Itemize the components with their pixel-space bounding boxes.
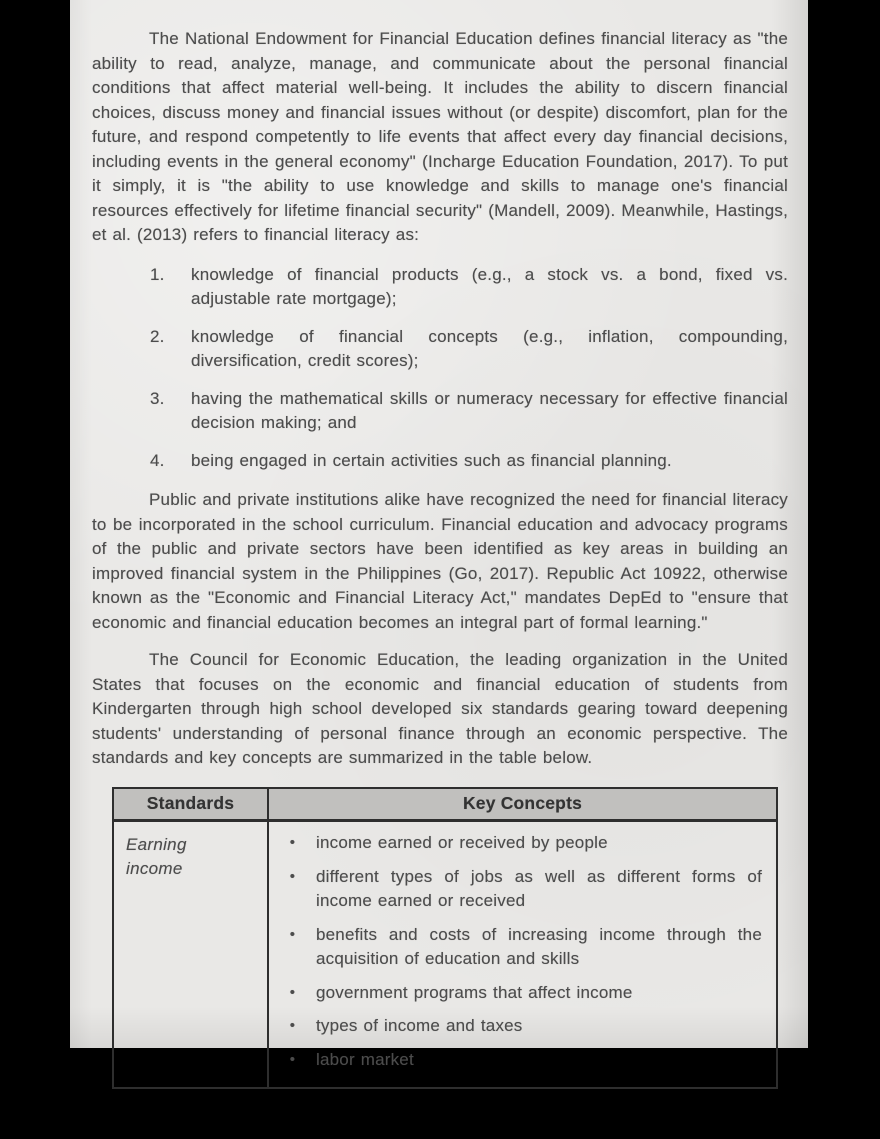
bullet-icon: • <box>289 834 296 851</box>
key-concept-item <box>269 1048 762 1073</box>
list-item <box>150 387 788 436</box>
bullet-icon: • <box>289 983 296 1001</box>
standards-key-concepts-table <box>112 787 778 1090</box>
list-item-text: being engaged in certain activities such as financial planning. <box>191 450 672 470</box>
key-concept-text: types of income and taxes <box>316 1016 523 1035</box>
paragraph-institutions: Public and private institutions alike have recognized the need for financial literacy to be incorporated in the school curriculum. Financial education and advocacy programs of the public and private sectors have been identified as key areas in building an improved financial system in the Philippines (Go, 2017). Republic Act 10922, otherwise known as the "Economic and Financial Literacy Act," mandates DepEd to "ensure that economic and financial education becomes an integral part of formal learning." <box>92 490 788 632</box>
table-row <box>113 821 777 1089</box>
bullet-icon: • <box>289 867 296 885</box>
key-concept-text: government programs that affect income <box>316 982 633 1002</box>
key-concept-item <box>269 1014 762 1039</box>
list-item <box>150 263 788 312</box>
numbered-list-financial-literacy <box>150 263 788 474</box>
standard-label: Earning income <box>126 835 187 878</box>
bullet-icon: • <box>289 1017 296 1034</box>
table-header-key-concepts: Key Concepts <box>268 788 777 821</box>
key-concept-item <box>269 981 762 1006</box>
list-item-number: 2. <box>150 326 165 346</box>
table-header-standards: Standards <box>113 788 268 821</box>
key-concept-text: different types of jobs as well as different forms of income earned or received <box>316 866 762 910</box>
bullet-icon: • <box>289 925 296 943</box>
document-page <box>70 0 808 1069</box>
list-item-number: 3. <box>150 388 165 408</box>
key-concepts-cell <box>268 821 777 1089</box>
table-header-row <box>113 788 777 821</box>
list-item-number: 4. <box>150 450 165 470</box>
key-concept-text: labor market <box>316 1049 414 1069</box>
list-item-text: knowledge of financial products (e.g., a stock vs. a bond, fixed vs. adjustable rate mortgage); <box>191 264 788 308</box>
list-item-text: knowledge of financial concepts (e.g., inflation, compounding, diversification, credit scores); <box>191 326 788 370</box>
bullet-icon: • <box>289 1050 296 1068</box>
key-concept-item <box>269 923 762 972</box>
list-item-text: having the mathematical skills or numeracy necessary for effective financial decision making; and <box>191 388 788 432</box>
list-item-number: 1. <box>150 264 165 284</box>
standard-cell <box>113 821 268 1089</box>
key-concept-text: benefits and costs of increasing income through the acquisition of education and skills <box>316 924 762 968</box>
list-item <box>150 449 788 474</box>
paragraph-council-economic-education: The Council for Economic Education, the leading organization in the United States that focuses on the economic and financial education of students from Kindergarten through high school developed six standards gearing toward deepening students' understanding of personal finance through an economic perspective. The standards and key concepts are summarized in the table below. <box>92 650 788 767</box>
paragraph-financial-literacy-definition: The National Endowment for Financial Education defines financial literacy as "the ability to read, analyze, manage, and communicate about the personal financial conditions that affect material well-being. It includes the ability to discern financial choices, discuss money and financial issues without (or despite) discomfort, plan for the future, and respond competently to life events that affect every day financial decisions, including events in the general economy" (Incharge Education Foundation, 2017). To put it simply, it is "the ability to use knowledge and skills to manage one's financial resources effectively for lifetime financial security" (Mandell, 2009). Meanwhile, Hastings, et al. (2013) refers to financial literacy as: <box>92 29 788 244</box>
key-concept-text: income earned or received by people <box>316 833 608 852</box>
key-concept-item <box>269 865 762 914</box>
list-item <box>150 325 788 374</box>
key-concept-item <box>269 831 762 856</box>
